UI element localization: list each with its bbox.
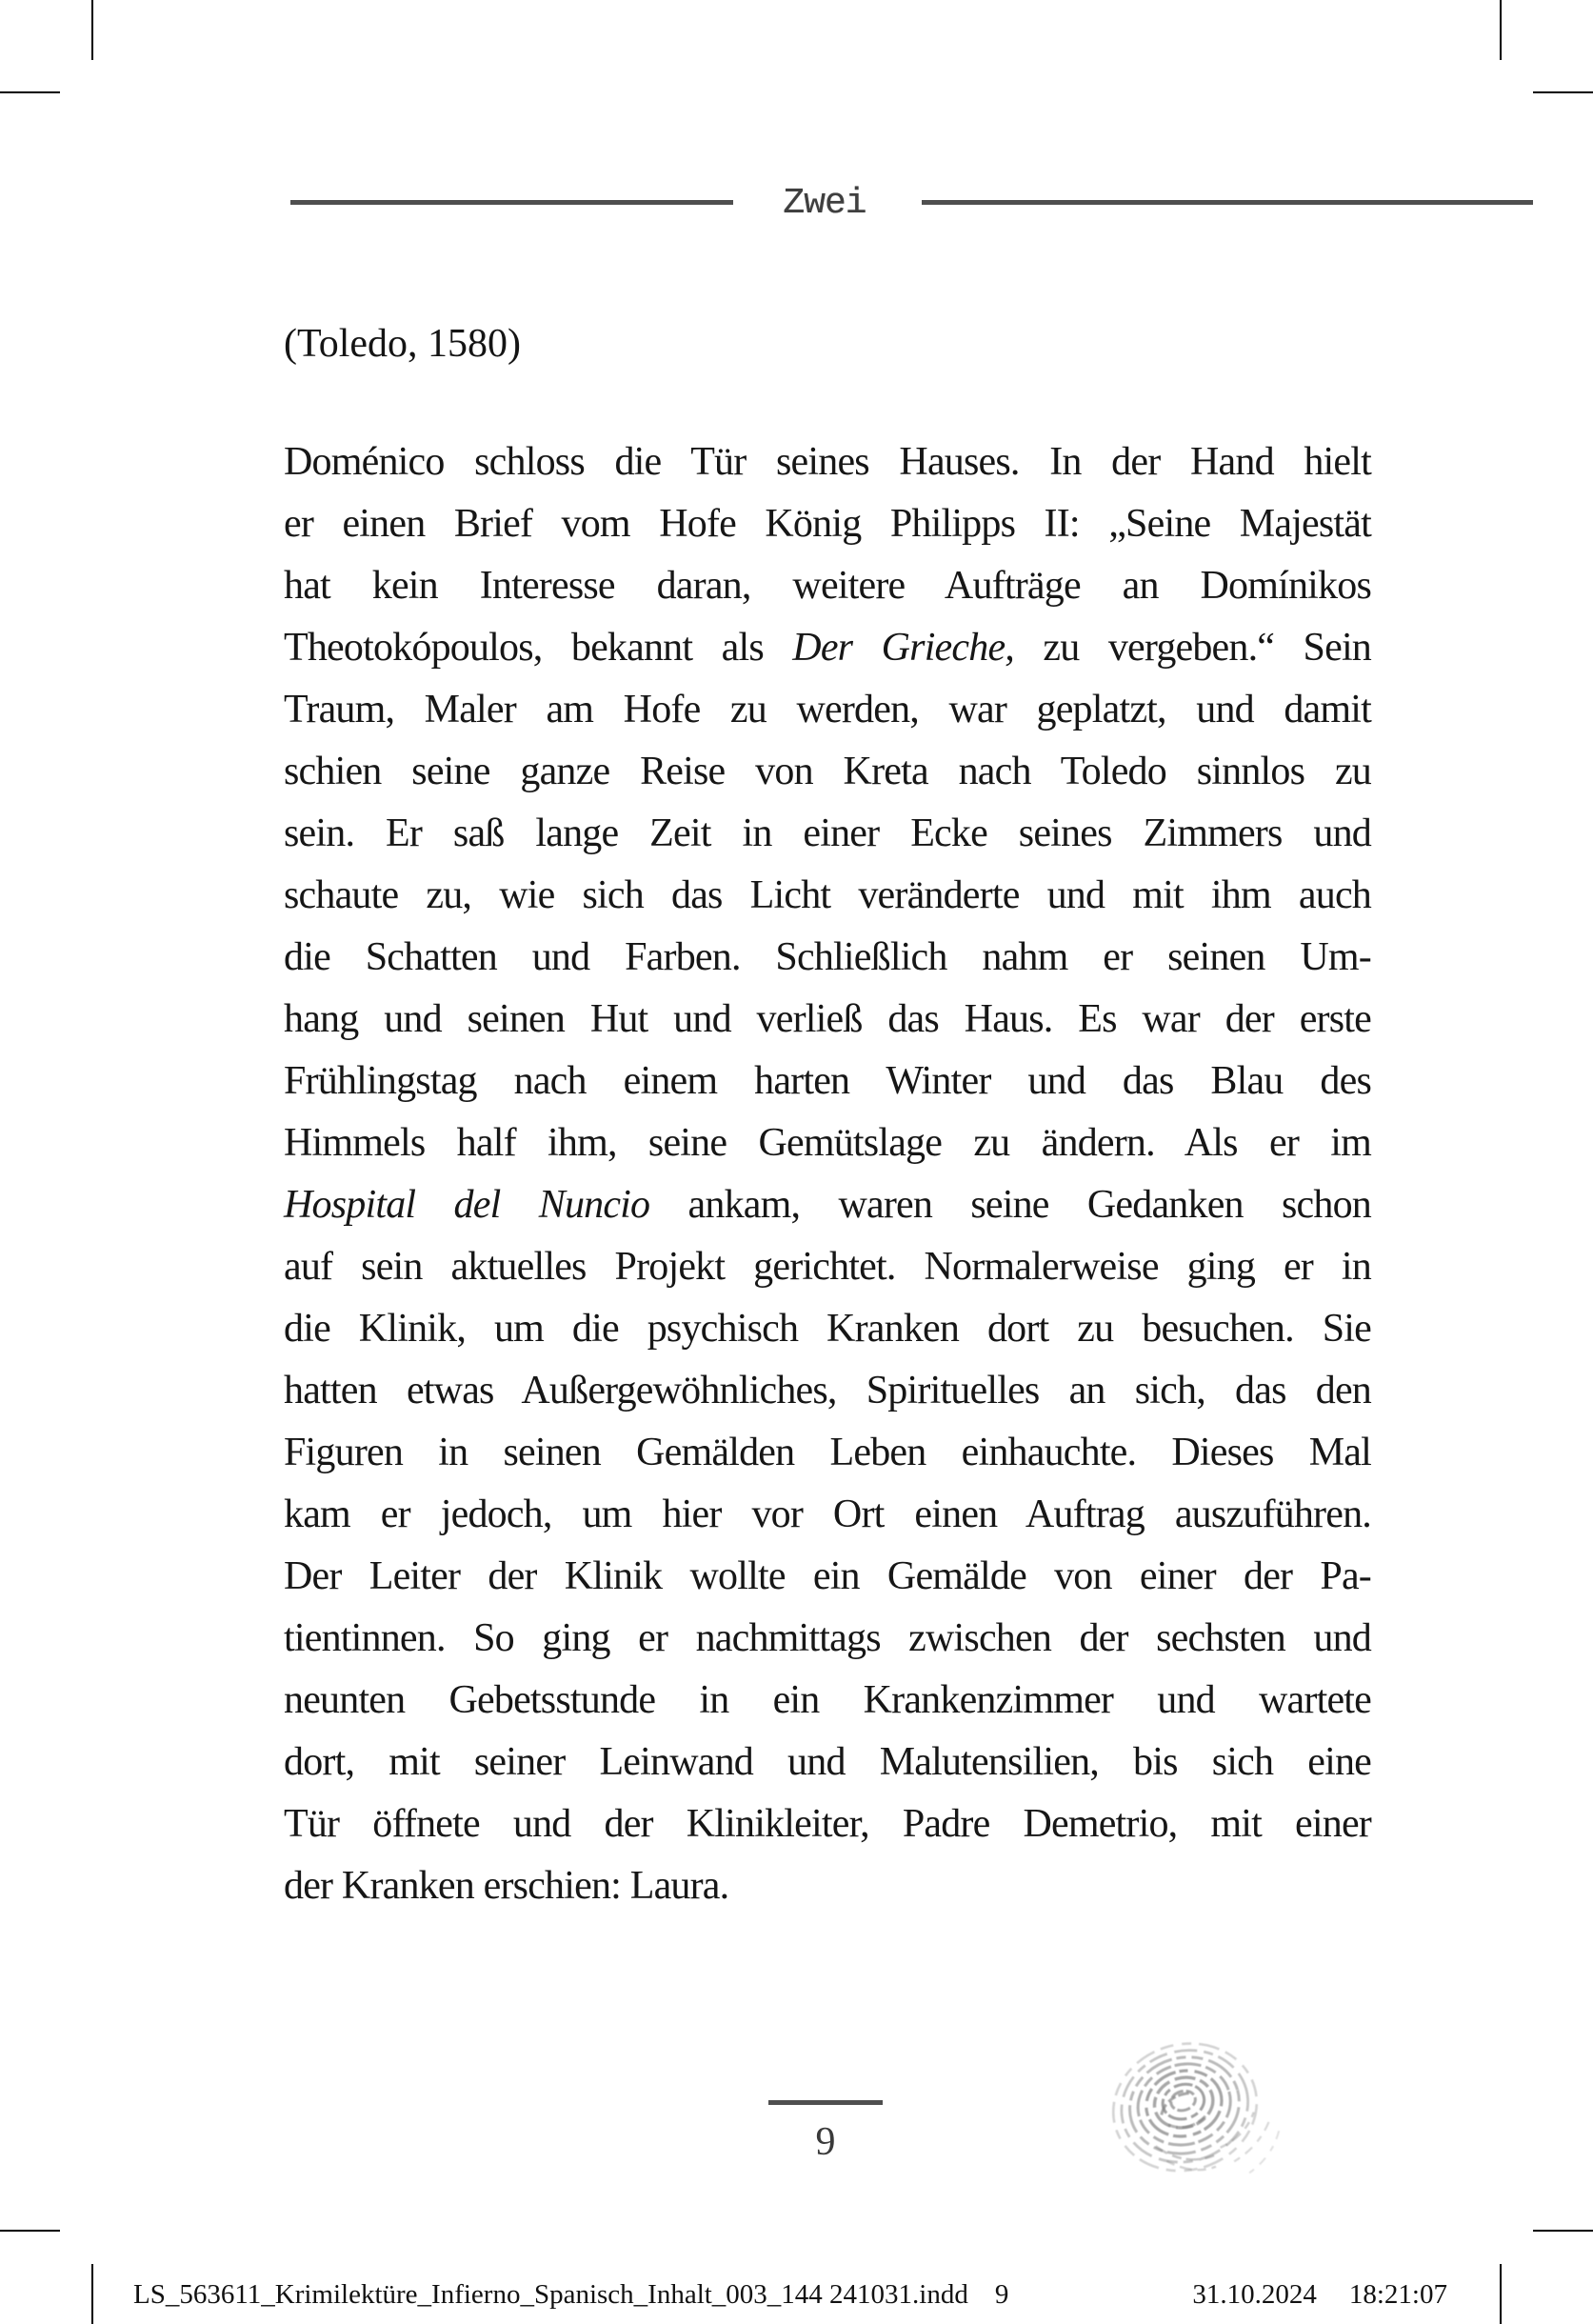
slug-page-number: 9 — [994, 2279, 1009, 2310]
slug-date: 31.10.2024 — [1192, 2279, 1317, 2310]
crop-mark-bottom-left-horizontal — [0, 2230, 60, 2232]
body-paragraph — [284, 431, 1371, 1917]
body-line: hatten etwas Außergewöhnliches, Spirituelles an sich, das den — [284, 1369, 1371, 1412]
body-line: hat kein Interesse daran, weitere Aufträge an Domínikos — [284, 564, 1371, 608]
body-line: sein. Er saß lange Zeit in einer Ecke seines Zimmers und — [284, 811, 1371, 855]
crop-mark-bottom-right-vertical — [1500, 2264, 1502, 2324]
slug-bar-left — [133, 2280, 1008, 2311]
crop-mark-bottom-right-horizontal — [1533, 2230, 1593, 2232]
body-line: tientinnen. So ging er nachmittags zwischen der sechsten und — [284, 1616, 1371, 1660]
page-number: 9 — [815, 2120, 836, 2164]
body-line: die Schatten und Farben. Schließlich nahm er seinen Um- — [284, 935, 1371, 979]
crop-mark-top-left-horizontal — [0, 91, 60, 93]
body-line: Theotokópoulos, bekannt als Der Grieche, zu vergeben.“ Sein — [284, 626, 1372, 670]
crop-mark-top-right-vertical — [1500, 0, 1502, 60]
chapter-rule-left — [290, 200, 733, 205]
body-line: Frühlingstag nach einem harten Winter und das Blau des — [284, 1059, 1371, 1103]
body-line: er einen Brief vom Hofe König Philipps II: „Seine Majestät — [284, 502, 1371, 546]
body-line: Himmels half ihm, seine Gemütslage zu ändern. Als er im — [284, 1121, 1371, 1165]
slug-bar-right — [1192, 2280, 1447, 2311]
body-line: kam er jedoch, um hier vor Ort einen Auftrag auszuführen. — [284, 1493, 1371, 1536]
slug-filename: LS_563611_Krimilektüre_Infierno_Spanisch_Inhalt_003_144 241031.indd — [133, 2279, 968, 2310]
crop-mark-bottom-left-vertical — [91, 2264, 93, 2324]
body-line: schien seine ganze Reise von Kreta nach Toledo sinnlos zu — [284, 750, 1371, 793]
body-line: Der Leiter der Klinik wollte ein Gemälde von einer der Pa- — [284, 1554, 1371, 1598]
body-line: Doménico schloss die Tür seines Hauses. In der Hand hielt — [284, 440, 1371, 484]
slug-time: 18:21:07 — [1348, 2279, 1447, 2310]
crop-mark-top-right-horizontal — [1533, 91, 1593, 93]
chapter-title: Zwei — [783, 183, 866, 224]
body-line: Traum, Maler am Hofe zu werden, war geplatzt, und damit — [284, 688, 1371, 731]
body-line: schaute zu, wie sich das Licht veränderte und mit ihm auch — [284, 873, 1371, 917]
body-line: Figuren in seinen Gemälden Leben einhauchte. Dieses Mal — [284, 1431, 1371, 1474]
body-line: Tür öffnete und der Klinikleiter, Padre Demetrio, mit einer — [284, 1802, 1371, 1846]
crop-mark-top-left-vertical — [91, 0, 93, 60]
body-line: die Klinik, um die psychisch Kranken dort zu besuchen. Sie — [284, 1307, 1371, 1351]
body-line: dort, mit seiner Leinwand und Malutensilien, bis sich eine — [284, 1740, 1371, 1784]
body-line: hang und seinen Hut und verließ das Haus. Es war der erste — [284, 997, 1371, 1041]
body-line: neunten Gebetsstunde in ein Krankenzimmer und wartete — [284, 1678, 1371, 1722]
body-line: der Kranken erschien: Laura. — [284, 1864, 729, 1908]
fingerprint-stamp-icon — [1095, 2012, 1295, 2221]
chapter-rule-right — [922, 200, 1533, 205]
body-line: auf sein aktuelles Projekt gerichtet. Normalerweise ging er in — [284, 1245, 1371, 1289]
folio-rule — [768, 2100, 883, 2105]
body-line: Hospital del Nuncio ankam, waren seine Gedanken schon — [284, 1183, 1371, 1227]
dateline: (Toledo, 1580) — [284, 322, 522, 366]
